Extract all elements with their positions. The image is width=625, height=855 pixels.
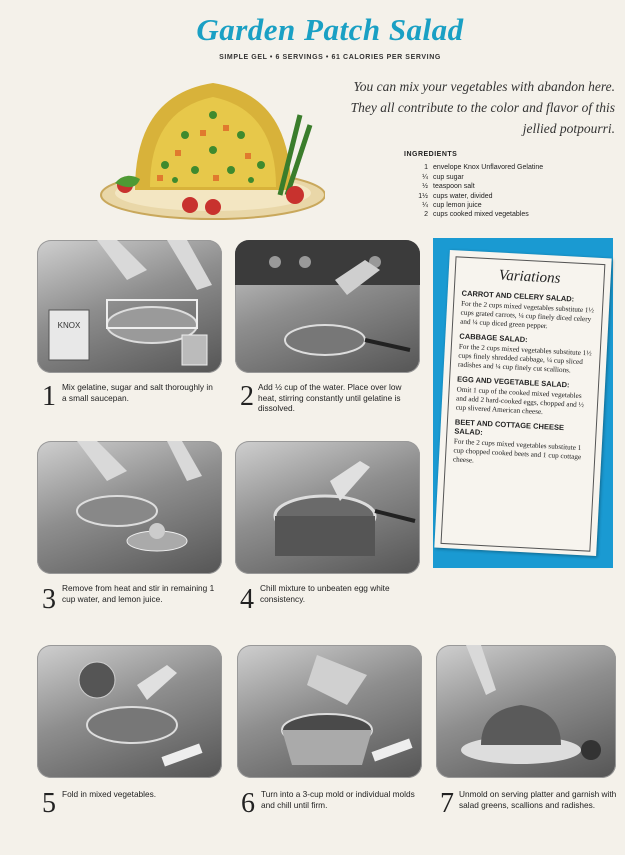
ingredient-text: cups cooked mixed vegetables [433, 211, 529, 219]
step-5-text: Fold in mixed vegetables. [62, 789, 157, 799]
step-4-number: 4 [240, 584, 254, 615]
step-2-text: Add ½ cup of the water. Place over low heat, stirring constantly until gelatine is dissolved. [258, 382, 402, 413]
ingredient-text: cups water, divided [433, 192, 493, 200]
ingredient-text: teaspoon salt [433, 183, 475, 191]
variation-text: For the 2 cups mixed vegetables substitute 1 cup chopped cooked beets and 1 cup cottage cheese. [452, 437, 582, 465]
recipe-subtitle: SIMPLE GEL • 6 SERVINGS • 61 CALORIES PER SERVING [219, 54, 441, 61]
step-1-number: 1 [42, 381, 56, 412]
step-7-photo [436, 645, 616, 778]
step-2-photo [235, 240, 420, 373]
ingredient-item [404, 192, 614, 201]
ingredients-heading: INGREDIENTS [404, 151, 458, 158]
ingredient-text: cup lemon juice [433, 202, 482, 210]
intro-text: You can mix your vegetables with abandon here. They all contribute to the color and flavor of this jellied potpourri. [350, 79, 615, 136]
step-4-text: Chill mixture to unbeaten egg white consistency. [260, 583, 390, 604]
variations-title: Variations [498, 267, 561, 287]
variation-text: For the 2 cups mixed vegetables substitute 1½ cups finely shredded cabbage, ¼ cup sliced radishes and ¼ cup finely cut scallions. [457, 342, 592, 375]
variation-heading: EGG AND VEGETABLE SALAD: [456, 374, 570, 390]
step-6-photo [237, 645, 422, 778]
ingredient-qty: 1½ [418, 192, 428, 200]
step-7-text: Unmold on serving platter and garnish with salad greens, scallions and radishes. [459, 789, 617, 810]
variation-heading: CARROT AND CELERY SALAD: [461, 288, 575, 304]
ingredient-qty: 1 [424, 164, 428, 172]
ingredient-qty: 2 [424, 211, 428, 219]
step-1-photo [37, 240, 222, 373]
ingredient-item [404, 182, 614, 191]
step-5-number: 5 [42, 788, 56, 819]
ingredient-item [404, 210, 614, 219]
step-6-text: Turn into a 3-cup mold or individual molds and chill until firm. [261, 789, 415, 810]
step-3-photo [37, 441, 222, 574]
salad-hero-image [95, 55, 325, 225]
ingredient-text: cup sugar [433, 173, 464, 181]
variation-text: For the 2 cups mixed vegetables substitute 1½ cups grated carrots, ¼ cup finely diced celery and ¼ cup diced green pepper. [459, 299, 595, 331]
variation-text: Omit 1 cup of the cooked mixed vegetables and add 2 hard-cooked eggs, chopped and ½ cup slivered American cheese. [455, 385, 585, 417]
step-3-text: Remove from heat and stir in remaining 1 cup water, and lemon juice. [62, 583, 215, 604]
ingredient-text: envelope Knox Unflavored Gelatine [433, 164, 544, 172]
ingredients-list [404, 150, 614, 220]
variation-heading: CABBAGE SALAD: [459, 331, 528, 345]
variations-card [434, 250, 611, 556]
page-title: Garden Patch Salad [196, 12, 464, 47]
ingredient-qty: ¼ [422, 173, 428, 181]
ingredient-item [404, 201, 614, 210]
ingredient-item [404, 163, 614, 172]
step-3-number: 3 [42, 584, 56, 615]
step-2-number: 2 [240, 381, 254, 412]
step-5-photo [37, 645, 222, 778]
knox-package-label: KNOX [57, 321, 81, 330]
step-1-text: Mix gelatine, sugar and salt thoroughly in a small saucepan. [62, 382, 213, 403]
step-7-number: 7 [440, 788, 454, 819]
ingredient-item [404, 173, 614, 182]
step-4-photo [235, 441, 420, 574]
variation-heading: BEET AND COTTAGE CHEESE SALAD: [454, 417, 565, 437]
step-6-number: 6 [241, 788, 255, 819]
ingredient-qty: ¼ [422, 202, 428, 210]
ingredient-qty: ½ [422, 183, 428, 191]
